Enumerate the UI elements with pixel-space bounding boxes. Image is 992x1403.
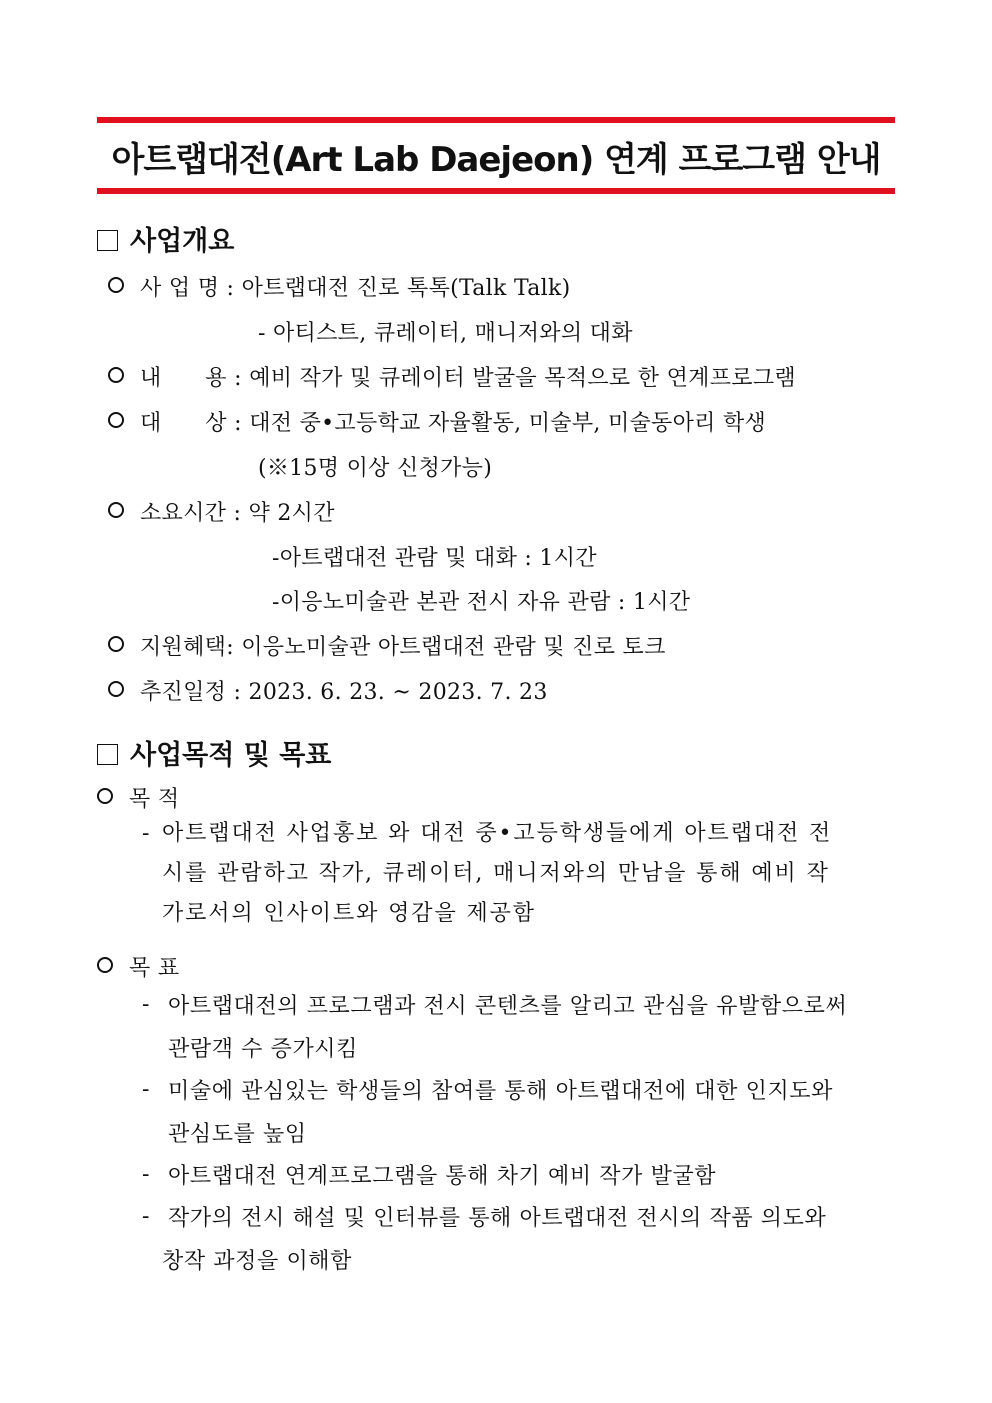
overview-row-content (108, 361, 796, 392)
goal-line: 미술에 관심있는 학생들의 참여를 통해 아트랩대전에 대한 인지도와 (168, 1079, 834, 1104)
circle-bullet-icon (97, 957, 113, 973)
overview-row-schedule (108, 675, 548, 706)
purpose-line: 가로서의 인사이트와 영감을 제공함 (162, 901, 536, 926)
goal-line: 관심도를 높임 (168, 1122, 307, 1147)
overview-sub-line: - 아티스트, 큐레이터, 매니저와의 대화 (258, 321, 633, 346)
dash-bullet: - (142, 992, 150, 1017)
row-value: 대전 중•고등학교 자율활동, 미술부, 미술동아리 학생 (249, 411, 767, 436)
circle-bullet-icon (108, 502, 124, 518)
goal-item (168, 985, 847, 1071)
overview-row-target (108, 406, 766, 437)
row-label: 내 용 (140, 366, 227, 391)
row-label: 소요시간 (140, 501, 227, 526)
section-heading-overview (97, 219, 234, 258)
circle-bullet-icon (108, 367, 124, 383)
circle-bullet-icon (108, 636, 124, 652)
row-sep: : (226, 366, 250, 391)
purpose-line: 아트랩대전 사업홍보 와 대전 중•고등학생들에게 아트랩대전 전 (162, 821, 833, 846)
section-heading-text: 사업개요 (130, 226, 235, 257)
row-sep: : (226, 411, 250, 436)
overview-sub-line: -아트랩대전 관람 및 대화 : 1시간 (272, 546, 597, 571)
row-value: 약 2시간 (248, 501, 335, 526)
overview-row-name (108, 271, 570, 302)
overview-row-benefit (108, 630, 666, 661)
row-sep: : (219, 276, 242, 301)
purpose-line: 시를 관람하고 작가, 큐레이터, 매니저와의 만남을 통해 예비 작 (162, 861, 830, 886)
purpose-label-text: 목 적 (129, 787, 180, 812)
goal-item (168, 1155, 716, 1198)
goal-item (162, 1197, 826, 1283)
goal-line: 아트랩대전 연계프로그램을 통해 차기 예비 작가 발굴함 (168, 1164, 717, 1189)
dash-bullet: - (142, 1162, 150, 1187)
circle-bullet-icon (97, 788, 113, 804)
section-heading-purpose (97, 733, 331, 772)
dash-bullet: - (142, 821, 150, 846)
row-label: 추진일정 (140, 680, 227, 705)
overview-sub-line: -이응노미술관 본관 전시 자유 관람 : 1시간 (272, 590, 691, 615)
row-value: 예비 작가 및 큐레이터 발굴을 목적으로 한 연계프로그램 (249, 366, 796, 391)
row-label: 사 업 명 (140, 276, 220, 301)
row-sep: : (226, 635, 242, 660)
row-value: 아트랩대전 진로 톡톡(Talk Talk) (241, 276, 571, 301)
title-top-rule (97, 117, 895, 123)
goal-line: 작가의 전시 해설 및 인터뷰를 통해 아트랩대전 전시의 작품 의도와 (168, 1206, 827, 1231)
row-label: 대 상 (140, 411, 227, 436)
goal-item (168, 1070, 833, 1156)
checkbox-square-icon (97, 230, 118, 251)
purpose-label (97, 782, 179, 813)
goal-label-text: 목 표 (129, 956, 180, 981)
checkbox-square-icon (97, 744, 118, 765)
row-sep: : (226, 501, 249, 526)
overview-sub-line: (※15명 이상 신청가능) (258, 456, 493, 481)
row-label: 지원혜택 (140, 635, 227, 660)
section-heading-text: 사업목적 및 목표 (130, 740, 332, 771)
dash-bullet: - (142, 1077, 150, 1102)
dash-bullet: - (142, 1204, 150, 1229)
overview-row-duration (108, 496, 335, 527)
purpose-paragraph (162, 814, 897, 934)
circle-bullet-icon (108, 681, 124, 697)
circle-bullet-icon (108, 412, 124, 428)
goal-line: 창작 과정을 이해함 (162, 1249, 353, 1274)
title-bottom-rule (97, 188, 895, 194)
circle-bullet-icon (108, 277, 124, 293)
row-value: 2023. 6. 23. ~ 2023. 7. 23 (248, 680, 548, 705)
goal-label (97, 951, 179, 982)
row-value: 이응노미술관 아트랩대전 관람 및 진로 토크 (241, 635, 666, 660)
page-title: 아트랩대전(Art Lab Daejeon) 연계 프로그램 안내 (111, 140, 881, 180)
row-sep: : (226, 680, 249, 705)
goal-line: 관람객 수 증가시킴 (168, 1037, 359, 1062)
goal-line: 아트랩대전의 프로그램과 전시 콘텐츠를 알리고 관심을 유발함으로써 (168, 994, 848, 1019)
